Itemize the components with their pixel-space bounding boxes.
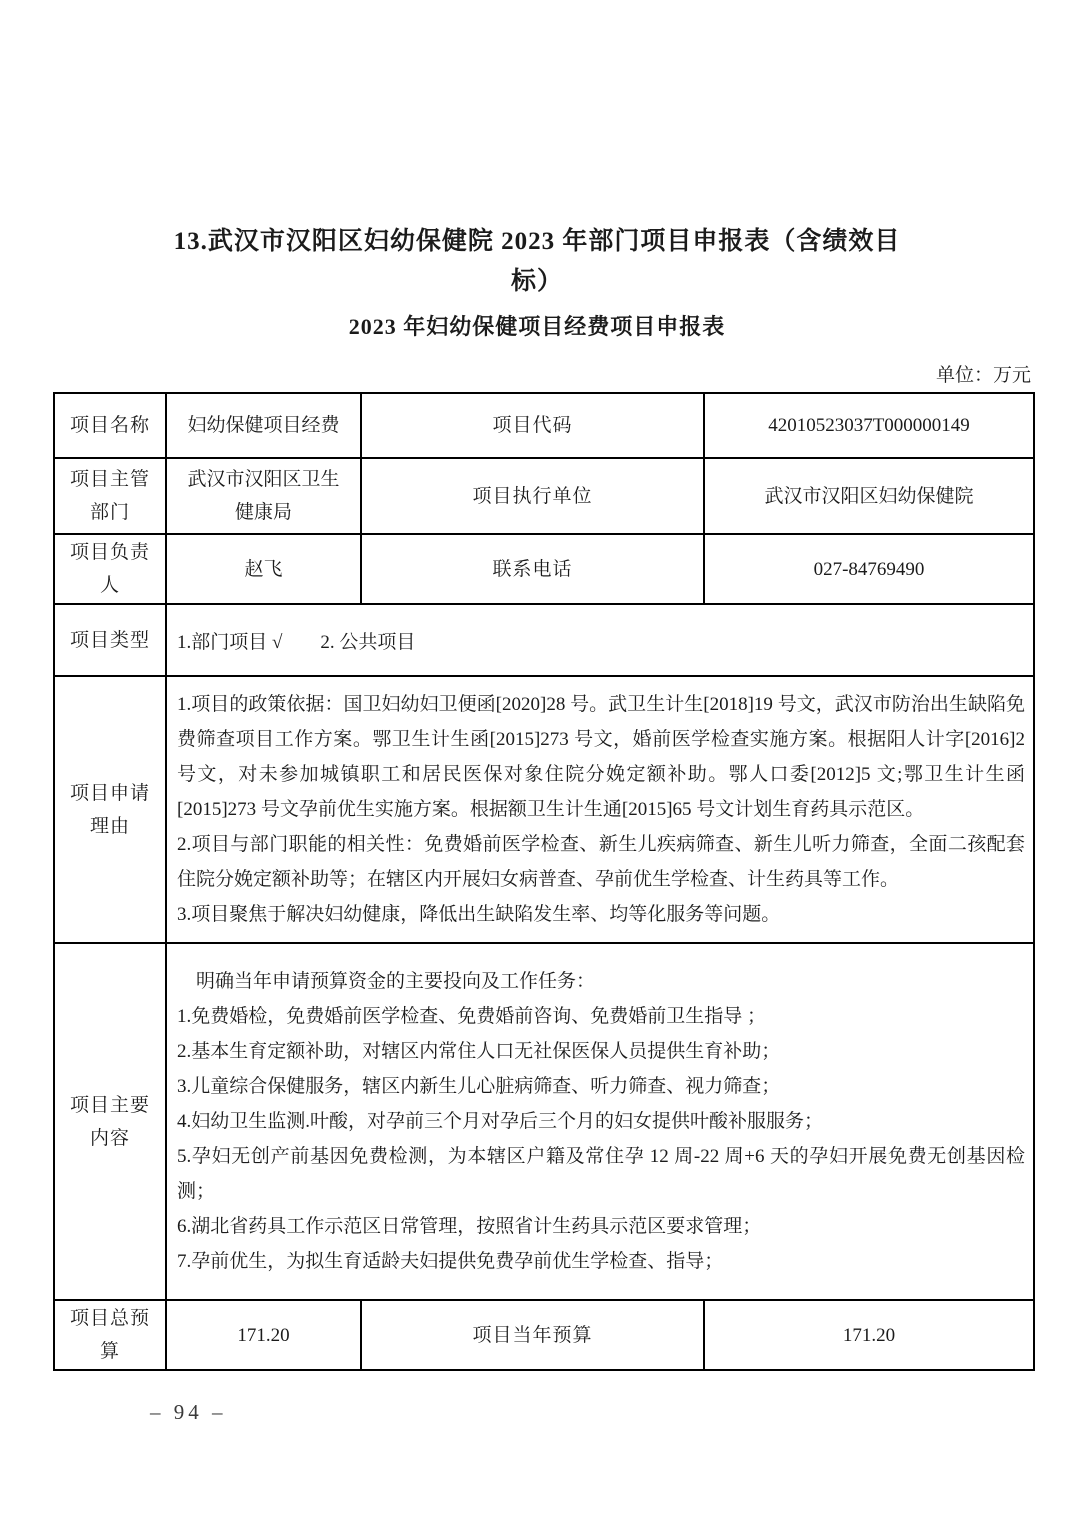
person-in-charge-value: 赵飞 [166,534,361,604]
main-content-item: 1.免费婚检，免费婚前医学检查、免费婚前咨询、免费婚前卫生指导 ； [177,1006,767,1027]
row-project-type [54,604,1034,676]
contact-phone-label: 联系电话 [361,534,704,604]
project-type-value: 1.部门项目 √ 2. 公共项目 [166,604,1034,676]
supervising-department-value: 武汉市汉阳区卫生健康局 [166,458,361,534]
project-name-value: 妇幼保健项目经费 [166,393,361,458]
project-name-label: 项目名称 [54,393,166,458]
main-content-item: 6.湖北省药具工作示范区日常管理，按照省计生药具示范区要求管理； [177,1216,762,1237]
row-application-reason [54,676,1034,943]
project-type-label: 项目类型 [54,604,166,676]
title-line-2: 标） [510,268,563,295]
row-main-content [54,943,1034,1300]
row-project-name [54,393,1034,458]
supervising-department-label: 项目主管部门 [54,458,166,534]
row-department [54,458,1034,534]
main-content-content [166,943,1034,1300]
reason-paragraph: 1.项目的政策依据：国卫妇幼妇卫便函[2020]28 号。武卫生计生[2018]19 号文，武汉市防治出生缺陷免费筛查项目工作方案。鄂卫生计生函[2015]273 号文，婚前医学检查实施方案。根据阳人计字[2016]2 号文，对未参加城镇职工和居民医保对象住院分娩定额补助。鄂人口委[2012]5 文;鄂卫生计生函[2015]273 号文孕前优生实施方案。根据额卫生计生通[2015]65 号文计划生育药具示范区。 [177,694,1025,820]
total-budget-label: 项目总预算 [54,1300,166,1370]
main-content-item: 3.儿童综合保健服务，辖区内新生儿心脏病筛查、听力筛查、视力筛查； [177,1076,781,1097]
executing-unit-label: 项目执行单位 [361,458,704,534]
main-content-label: 项目主要内容 [54,943,166,1300]
executing-unit-value: 武汉市汉阳区妇幼保健院 [704,458,1034,534]
current-year-budget-label: 项目当年预算 [361,1300,704,1370]
current-year-budget-value: 171.20 [704,1300,1034,1370]
contact-phone-value: 027-84769490 [704,534,1034,604]
main-content-item: 5.孕妇无创产前基因免费检测，为本辖区户籍及常住孕 12 周-22 周+6 天的孕妇开展免费无创基因检测； [177,1146,1025,1202]
project-code-value: 42010523037T000000149 [704,393,1034,458]
row-person-in-charge [54,534,1034,604]
project-code-label: 项目代码 [361,393,704,458]
title-line-1: 13.武汉市汉阳区妇幼保健院 2023 年部门项目申报表（含绩效目 [173,228,901,255]
page-number: – 94 – [150,1400,227,1424]
reason-paragraph: 3.项目聚焦于解决妇幼健康，降低出生缺陷发生率、均等化服务等问题。 [177,904,781,925]
main-content-item: 2.基本生育定额补助，对辖区内常住人口无社保医保人员提供生育补助； [177,1041,781,1062]
application-reason-label: 项目申请理由 [54,676,166,943]
document-title [0,222,1074,302]
main-content-item: 7.孕前优生，为拟生育适龄夫妇提供免费孕前优生学检查、指导； [177,1251,724,1272]
person-in-charge-label: 项目负责人 [54,534,166,604]
total-budget-value: 171.20 [166,1300,361,1370]
project-application-table [53,392,1035,1371]
application-reason-content [166,676,1034,943]
unit-label: 单位：万元 [935,365,1031,386]
main-content-intro: 明确当年申请预算资金的主要投向及工作任务： [196,971,596,992]
reason-paragraph: 2.项目与部门职能的相关性：免费婚前医学检查、新生儿疾病筛查、新生儿听力筛查，全面二孩配套住院分娩定额补助等；在辖区内开展妇女病普查、孕前优生学检查、计生药具等工作。 [177,834,1025,890]
row-budget [54,1300,1034,1370]
document-subtitle: 2023 年妇幼保健项目经费项目申报表 [348,314,726,339]
main-content-item: 4.妇幼卫生监测.叶酸，对孕前三个月对孕后三个月的妇女提供叶酸补服服务； [177,1111,824,1132]
